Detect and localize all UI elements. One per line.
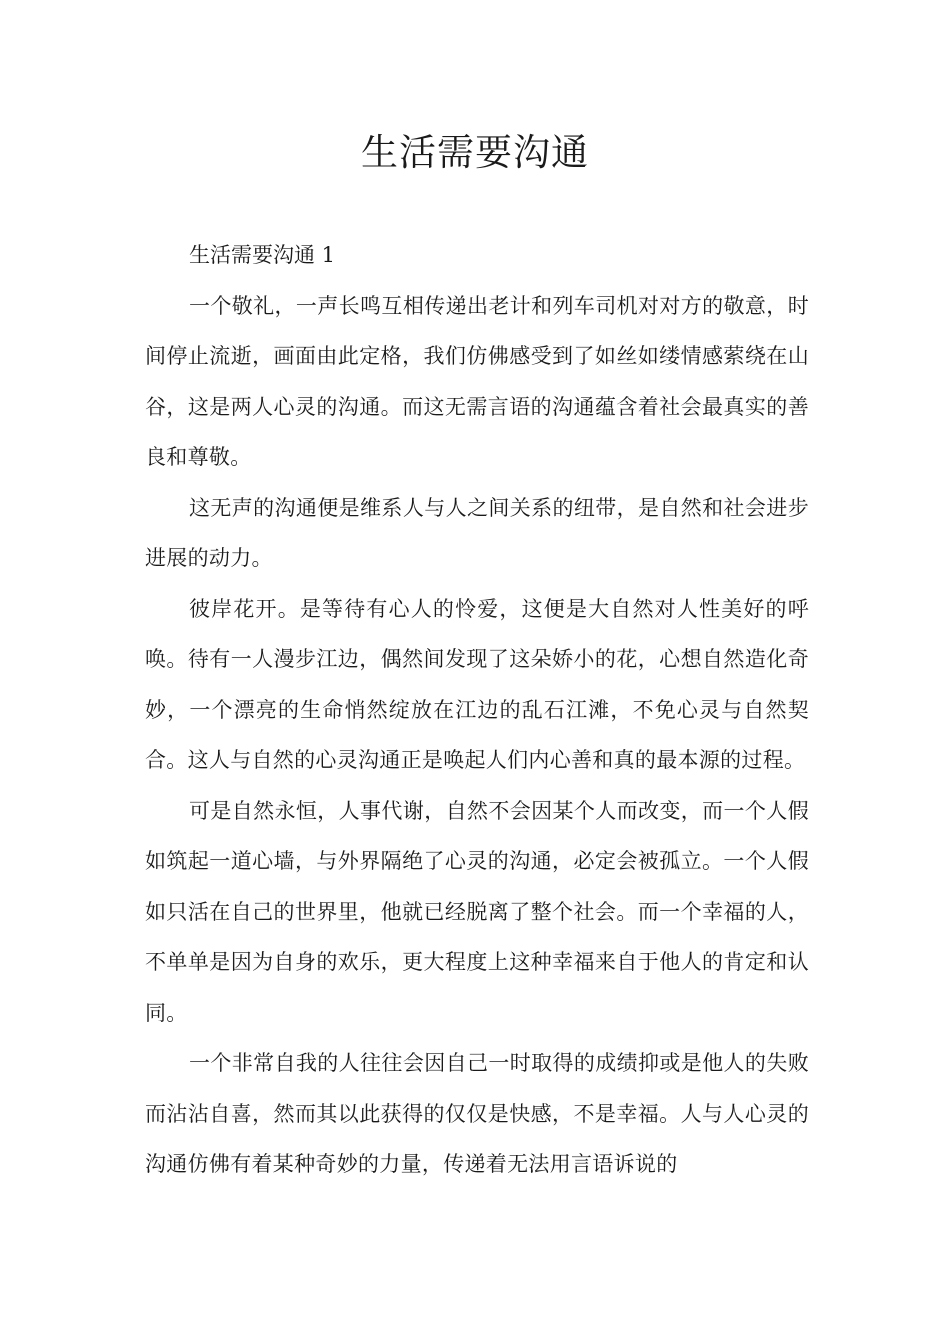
paragraph-2: 这无声的沟通便是维系人与人之间关系的纽带，是自然和社会进步进展的动力。 — [145, 495, 809, 570]
paragraph-4: 可是自然永恒，人事代谢，自然不会因某个人而改变，而一个人假如筑起一道心墙，与外界隔绝了心灵的沟通，必定会被孤立。一个人假如只活在自己的世界里，他就已经脱离了整个社会。而一个幸福的人，不单单是因为自身的欢乐，更大程度上这种幸福来自于他人的肯定和认同。 — [145, 798, 809, 1025]
document-body — [145, 230, 809, 1190]
paragraph-5: 一个非常自我的人往往会因自己一时取得的成绩抑或是他人的失败而沾沾自喜，然而其以此获得的仅仅是快感，不是幸福。人与人心灵的沟通仿佛有着某种奇妙的力量，传递着无法用言语诉说的 — [145, 1051, 809, 1176]
paragraph-1: 一个敬礼，一声长鸣互相传递出老计和列车司机对对方的敬意，时间停止流逝，画面由此定格，我们仿佛感受到了如丝如缕情感萦绕在山谷，这是两人心灵的沟通。而这无需言语的沟通蕴含着社会最真实的善良和尊敬。 — [145, 293, 809, 469]
document-title: 生活需要沟通 — [361, 131, 589, 174]
section-heading: 生活需要沟通 1 — [189, 243, 336, 267]
paragraph-3: 彼岸花开。是等待有心人的怜爱，这便是大自然对人性美好的呼唤。待有一人漫步江边，偶然间发现了这朵娇小的花，心想自然造化奇妙，一个漂亮的生命悄然绽放在江边的乱石江滩，不免心灵与自然契合。这人与自然的心灵沟通正是唤起人们内心善和真的最本源的过程。 — [145, 596, 809, 772]
